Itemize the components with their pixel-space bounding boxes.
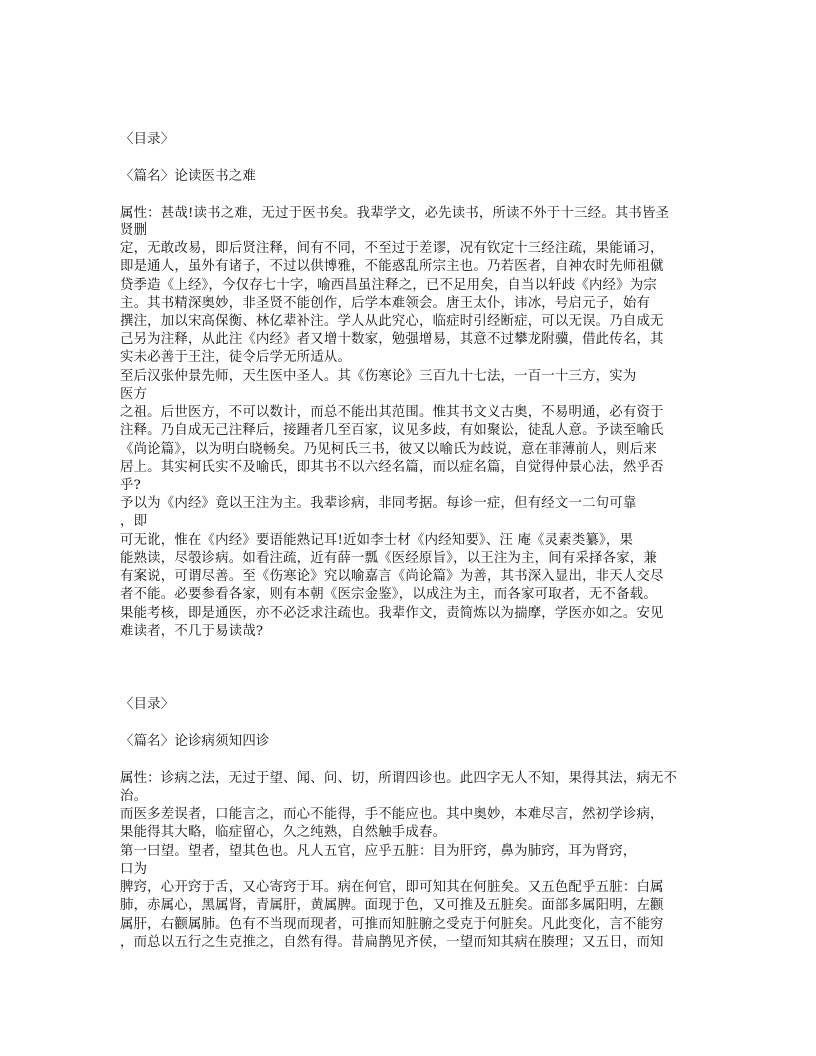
body-line: 即是通人，虽外有诸子，不过以供博雅，不能惑乱所宗主也。乃若医者，自神农时先师祖僦 [120,259,664,274]
body-line: 口为 [120,862,148,877]
body-line: 予以为《内经》竟以王注为主。我辈诊病，非同考据。每诊一症，但有经文一二句可靠 [120,496,637,511]
body-line: 《尚论篇》，以为明白晓畅矣。乃见柯氏三书，彼又以喻氏为歧说，意在菲薄前人，则后来 [120,442,657,457]
body-line: 注释。乃自成无己注释后，接踵者几至百家，议见多歧，有如聚讼，徒乱人意。予读至喻氏 [120,423,664,438]
body-line: 之祖。后世医方，不可以数计，而总不能出其范围。惟其书文义古奥，不易明通，必有资于 [120,405,664,420]
body-line: 肺，赤属心，黑属肾，青属肝，黄属脾。面现于色，又可推及五脏矣。面部多属阳明，左颧 [120,898,664,913]
body-line: 果能考核，即是通医，亦不必泛求注疏也。我辈作文，责简炼以为揣摩，学医亦如之。安见 [120,606,664,621]
body-line: 能熟读，尽彀诊病。如看注疏，近有薛一瓢《医经原旨》，以王注为主，间有采择各家，兼 [120,551,657,566]
body-line: 属性：诊病之法，无过于望、闻、问、切，所谓四诊也。此四字无人不知，果得其法，病无不 [120,771,678,786]
body-line: 属肝，右颧属肺。色有不当现而现者，可推而知脏腑之受克于何脏矣。凡此变化，言不能穷 [120,917,664,932]
section-title: 〈篇名〉论读医书之难 [120,169,256,184]
body-line: 第一曰望。望者，望其色也。凡人五官，应乎五脏：目为肝窍，鼻为肺窍，耳为肾窍， [120,844,637,859]
body-line: 乎? [120,478,141,493]
body-line: 而医多差误者，口能言之，而心不能得，手不能应也。其中奥妙，本难尽言，然初学诊病， [120,807,664,822]
body-line: 属性：甚哉!读书之难，无过于医书矣。我辈学文，必先读书，所读不外于十三经。其书皆圣 [120,206,670,221]
body-line: 撰注，加以宋高保衡、林亿辈补注。学人从此究心，临症时引经断症，可以无误。乃自成无 [120,314,664,329]
body-line: 贷季造《上经》，今仅存七十字，喻西昌虽注释之，已不足用矣，自当以轩歧《内经》为宗 [120,278,657,293]
section-title: 〈篇名〉论诊病须知四诊 [120,734,270,749]
body-line: 可无讹，惟在《内经》要语能熟记耳!近如李士材《内经知要》、汪 庵《灵素类纂》，果 [120,533,634,548]
body-line: 贤删 [120,223,148,238]
body-line: 者不能。必要参看各家，则有本朝《医宗金鉴》，以成注为主，而各家可取者，无不备载。 [120,587,657,602]
body-line: 己另为注释，从此注《内经》者又增十数家，勉强增易，其意不过攀龙附骥，借此传名，其 [120,332,664,347]
body-line: 定，无敢改易，即后贤注释，间有不同，不至过于差谬，况有钦定十三经注疏，果能诵习， [120,241,664,256]
body-line: ，即 [120,514,148,529]
body-line: 脾窍，心开窍于舌，又心寄窍于耳。病在何官，即可知其在何脏矣。又五色配乎五脏：白属 [120,880,664,895]
body-line: 主。其书精深奥妙，非圣贤不能创作，后学本难领会。唐王太仆，讳冰，号启元子，始有 [120,296,651,311]
body-line: 果能得其大略，临症留心，久之纯熟，自然触手成春。 [120,825,447,840]
toc-label[interactable]: 〈目录〉 [120,132,175,147]
body-line: 治。 [120,789,148,804]
body-line: 有案说，可谓尽善。至《伤寒论》究以喻嘉言《尚论篇》为善，其书深入显出，非天人交尽 [120,569,664,584]
body-line: 医方 [120,387,148,402]
body-line: ，而总以五行之生克推之，自然有得。昔扁鹊见齐侯，一望而知其病在腠理；又五日，而知 [120,935,664,950]
body-line: 实未必善于王注，徒令后学无所适从。 [120,350,352,365]
body-line: 至后汉张仲景先师，天生医中圣人。其《伤寒论》三百九十七法，一百一十三方，实为 [120,369,637,384]
body-line: 居上。其实柯氏实不及喻氏，即其书不以六经名篇，而以症名篇，自觉得仲景心法，然乎否 [120,460,664,475]
body-line: 难读者，不几于易读哉? [120,624,264,639]
toc-label[interactable]: 〈目录〉 [120,697,175,712]
